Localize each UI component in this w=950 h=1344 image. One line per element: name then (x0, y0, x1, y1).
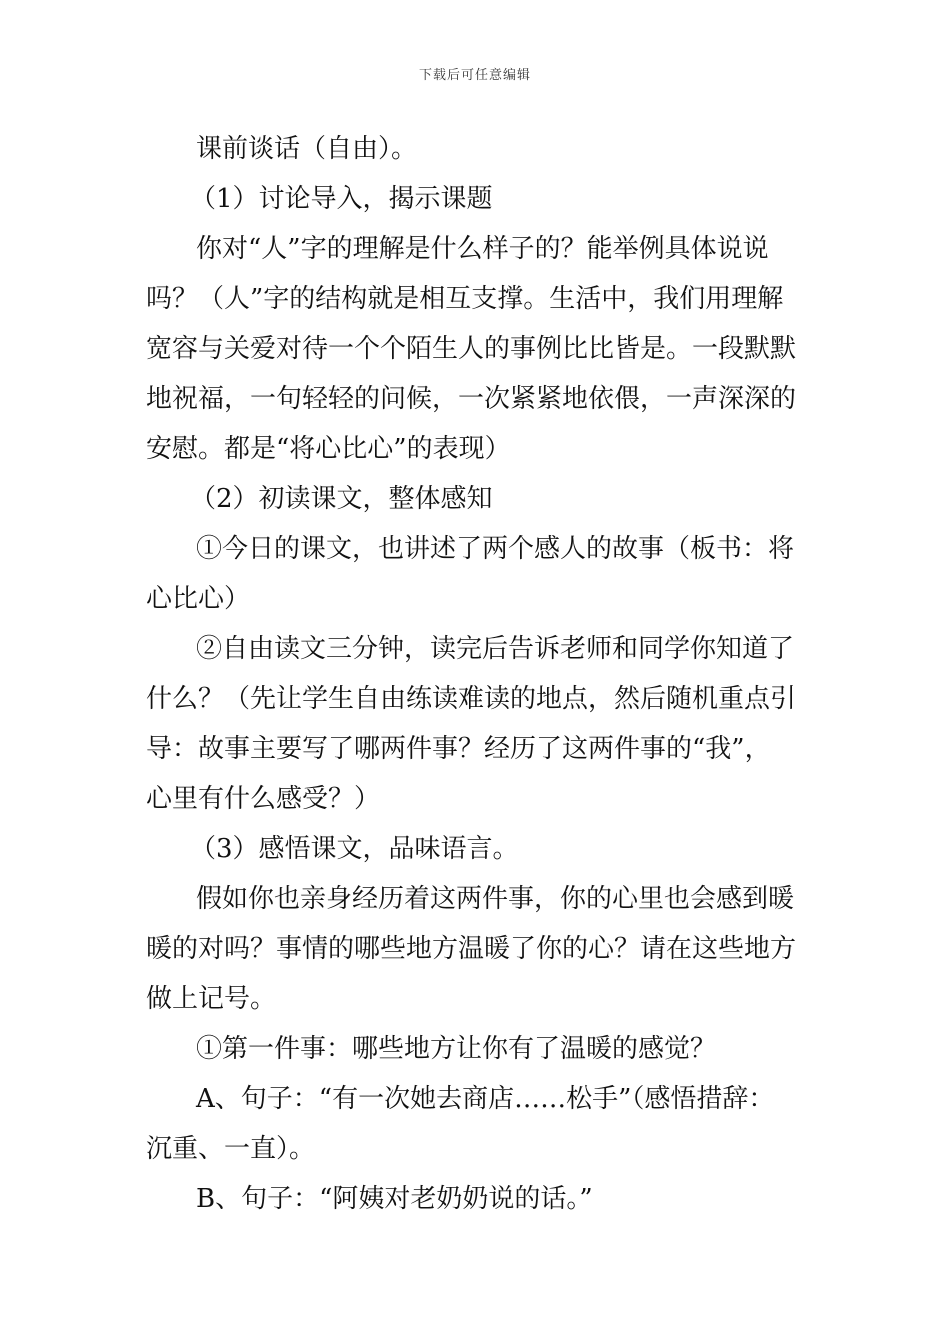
paragraph-line: 假如你也亲身经历着这两件事，你的心里也会感到暖 (196, 884, 795, 914)
paragraph-line: A、句子：“有一次她去商店……松手”（感悟措辞： (196, 1084, 775, 1114)
page-header-note: 下载后可任意编辑 (418, 68, 531, 83)
paragraph-line: ①今日的课文，也讲述了两个感人的故事（板书：将 (196, 534, 795, 564)
section-heading: （2）初读课文，整体感知 (190, 484, 493, 514)
paragraph-line: 什么？（先让学生自由练读难读的地点，然后随机重点引 (146, 684, 797, 714)
paragraph-line: 你对“人”字的理解是什么样子的？能举例具体说说 (196, 234, 769, 264)
section-heading: （3）感悟课文，品味语言。 (190, 834, 519, 864)
paragraph-line: 安慰。都是“将心比心”的表现） (146, 434, 511, 464)
paragraph-line: 心比心） (146, 584, 251, 614)
paragraph-line: ①第一件事：哪些地方让你有了温暖的感觉？ (196, 1034, 717, 1064)
document-body (146, 124, 806, 1224)
paragraph-line: B、句子：“阿姨对老奶奶说的话。” (196, 1184, 593, 1214)
paragraph-line: 暖的对吗？事情的哪些地方温暖了你的心？请在这些地方 (146, 934, 797, 964)
paragraph-line: 地祝福，一句轻轻的问候，一次紧紧地依偎，一声深深的 (146, 384, 797, 414)
paragraph-line: 导：故事主要写了哪两件事？经历了这两件事的“我”， (146, 734, 771, 764)
paragraph-line: 心里有什么感受？） (146, 784, 381, 814)
section-heading: （1）讨论导入，揭示课题 (190, 184, 493, 214)
paragraph-line: ②自由读文三分钟，读完后告诉老师和同学你知道了 (196, 634, 795, 664)
paragraph-line: 课前谈话（自由）。 (196, 134, 418, 164)
paragraph-line: 宽容与关爱对待一个个陌生人的事例比比皆是。一段默默 (146, 334, 797, 364)
paragraph-line: 吗？（人”字的结构就是相互支撑。生活中，我们用理解 (146, 284, 784, 314)
paragraph-line: 沉重、一直）。 (146, 1134, 316, 1164)
paragraph-line: 做上记号。 (146, 984, 277, 1014)
